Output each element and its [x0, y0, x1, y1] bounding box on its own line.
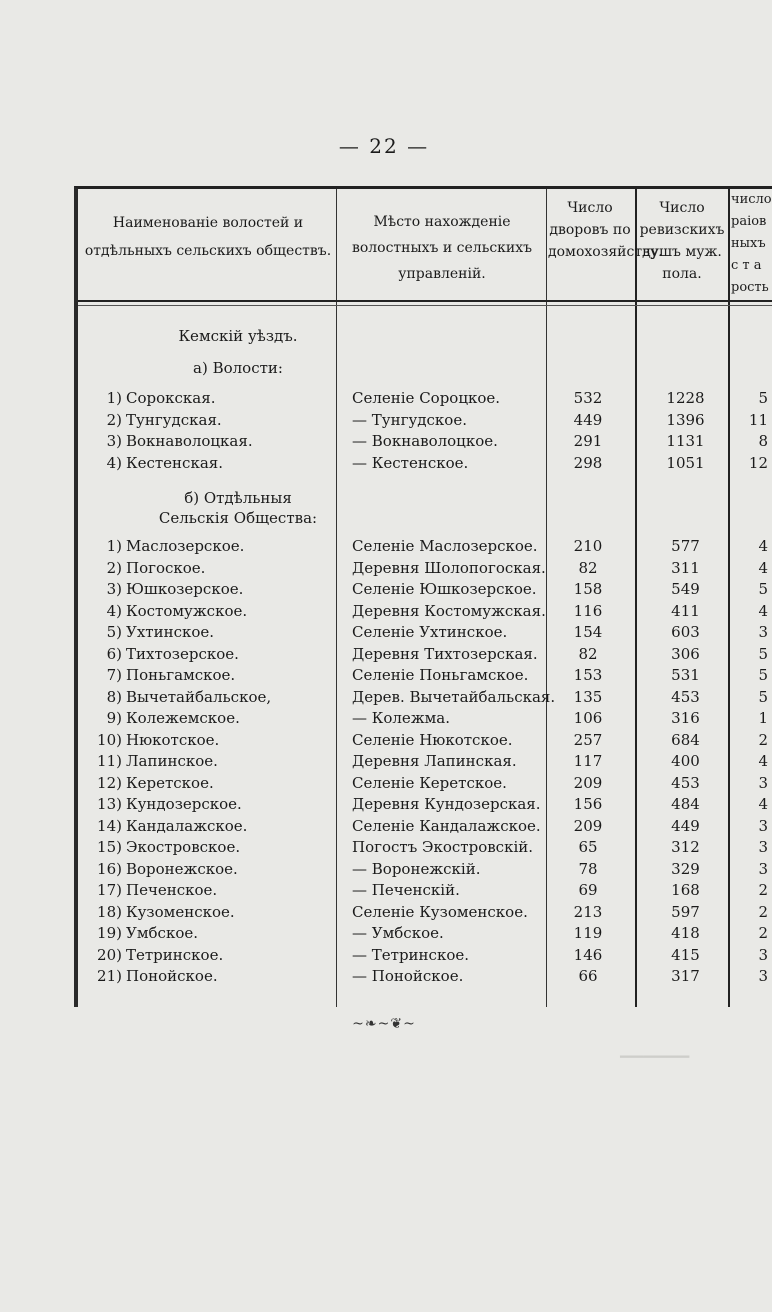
row-place: Селеніе Кандалажское.	[352, 816, 541, 835]
row-yards: 257	[573, 730, 603, 749]
row-extra: 3	[758, 838, 768, 856]
row-extra: 5	[758, 389, 768, 407]
row-yards: 532	[573, 389, 603, 407]
row-place: — Печенскій.	[352, 881, 460, 899]
row-place: Дерев. Вычетайбальская.	[352, 687, 556, 706]
row-number: 19)	[97, 924, 122, 942]
row-extra: 4	[758, 601, 768, 620]
row-name: Понойское.	[126, 967, 218, 985]
table-row	[78, 664, 772, 686]
row-number: 17)	[97, 881, 122, 899]
row-yards: 209	[573, 773, 603, 792]
row-yards: 146	[573, 945, 603, 964]
row-yards: 153	[573, 666, 603, 684]
row-extra: 12	[748, 453, 768, 472]
row-place: Деревня Тихтозерская.	[352, 644, 538, 663]
page-number: — 22 —	[338, 134, 430, 158]
row-souls: 577	[671, 537, 700, 555]
row-name: Колежемское.	[126, 709, 240, 727]
row-yards: 82	[578, 644, 598, 663]
row-name: Керетское.	[126, 773, 214, 792]
row-yards: 78	[578, 859, 598, 878]
row-place: Селеніе Керетское.	[352, 773, 507, 792]
row-number: 7)	[106, 666, 122, 684]
table-row	[78, 387, 772, 409]
row-souls: 603	[671, 623, 700, 641]
row-name: Тунгудская.	[126, 410, 222, 429]
header-place: Мѣсто нахожденіе волостныхъ и сельскихъ управленій.	[351, 214, 533, 282]
header-rule-thin	[78, 305, 772, 306]
row-extra: 8	[758, 432, 768, 450]
table-row	[78, 922, 772, 944]
row-place: Селеніе Сороцкое.	[352, 389, 501, 407]
row-extra: 5	[758, 666, 768, 684]
row-name: Воронежское.	[126, 859, 238, 878]
row-yards: 65	[578, 838, 598, 856]
table-row	[78, 750, 772, 772]
row-number: 10)	[97, 730, 122, 749]
row-yards: 210	[573, 537, 603, 555]
row-souls: 311	[671, 558, 700, 577]
row-extra: 4	[758, 558, 768, 577]
row-souls: 453	[671, 687, 700, 706]
row-name: Погоское.	[126, 558, 206, 577]
row-souls: 306	[671, 644, 700, 663]
row-place: — Колежма.	[352, 709, 450, 727]
row-place: Деревня Кундозерская.	[352, 795, 541, 813]
row-place: Деревня Костомужская.	[352, 601, 546, 620]
row-number: 12)	[97, 773, 122, 792]
row-place: Деревня Лапинская.	[352, 752, 517, 770]
row-extra: 3	[758, 859, 768, 878]
section-volosts: а) Волости:	[193, 359, 283, 377]
row-place: — Воронежскій.	[352, 859, 481, 878]
row-name: Сорокская.	[126, 389, 216, 407]
table-row	[78, 643, 772, 665]
row-extra: 5	[758, 687, 768, 706]
row-yards: 449	[573, 410, 603, 429]
ornament: ~❧~❦~	[352, 1016, 416, 1032]
row-place: Погостъ Экостровскій.	[352, 838, 534, 856]
row-souls: 549	[671, 580, 700, 598]
row-name: Вокнаволоцкая.	[126, 432, 253, 450]
row-extra: 3	[758, 967, 768, 985]
statistics-table	[74, 186, 772, 1007]
row-yards: 116	[573, 601, 603, 620]
row-place: — Кестенское.	[352, 453, 469, 472]
row-name: Костомужское.	[126, 601, 248, 620]
header-souls: Число ревизскихъ душъ муж. пола.	[639, 200, 725, 282]
row-yards: 117	[573, 752, 603, 770]
row-souls: 1396	[666, 410, 705, 429]
row-place: Деревня Шолопогоская.	[352, 558, 546, 577]
table-row	[78, 901, 772, 923]
row-name: Кестенская.	[126, 453, 224, 472]
row-name: Юшкозерское.	[126, 580, 244, 598]
row-yards: 69	[578, 881, 598, 899]
row-extra: 3	[758, 773, 768, 792]
table-row	[78, 535, 772, 557]
row-extra: 3	[758, 945, 768, 964]
row-souls: 684	[671, 730, 700, 749]
table-row	[78, 409, 772, 431]
row-souls: 415	[671, 945, 700, 964]
table-row	[78, 772, 772, 794]
row-souls: 411	[671, 601, 700, 620]
row-name: Печенское.	[126, 881, 218, 899]
row-souls: 531	[671, 666, 700, 684]
row-number: 3)	[106, 432, 122, 450]
row-souls: 317	[671, 967, 700, 985]
row-number: 5)	[106, 623, 122, 641]
row-number: 21)	[97, 967, 122, 985]
row-souls: 418	[671, 924, 700, 942]
header-rule	[78, 300, 772, 302]
row-place: Селеніе Кузоменское.	[352, 902, 528, 921]
row-name: Кузоменское.	[126, 902, 235, 921]
row-place: Селеніе Юшкозерское.	[352, 580, 537, 598]
section-societies-line1: б) Отдѣльныя	[184, 489, 292, 507]
row-name: Тихтозерское.	[126, 644, 239, 663]
row-yards: 298	[573, 453, 603, 472]
table-row	[78, 707, 772, 729]
table-row	[78, 686, 772, 708]
table-row	[78, 621, 772, 643]
row-extra: 2	[758, 881, 768, 899]
row-number: 11)	[97, 752, 122, 770]
row-extra: 4	[758, 537, 768, 555]
header-name: Наименованіе волостей и отдѣльныхъ сельскихъ обществъ.	[84, 215, 332, 259]
row-place: — Вокнаволоцкое.	[352, 432, 498, 450]
row-yards: 154	[573, 623, 603, 641]
row-yards: 209	[573, 816, 603, 835]
row-place: Селеніе Нюкотское.	[352, 730, 513, 749]
row-extra: 11	[748, 410, 768, 429]
table-row	[78, 578, 772, 600]
row-extra: 3	[758, 816, 768, 835]
row-place: — Понойское.	[352, 967, 464, 985]
row-name: Тетринское.	[126, 945, 224, 964]
row-souls: 484	[671, 795, 700, 813]
table-row	[78, 557, 772, 579]
table-row	[78, 965, 772, 987]
row-souls: 449	[671, 816, 700, 835]
row-number: 3)	[106, 580, 122, 598]
row-name: Поньгамское.	[126, 666, 236, 684]
row-souls: 168	[671, 881, 700, 899]
row-number: 6)	[106, 644, 122, 663]
table-row	[78, 879, 772, 901]
section-societies-line2: Сельскія Общества:	[158, 509, 318, 527]
table-row	[78, 600, 772, 622]
row-place: Селеніе Поньгамское.	[352, 666, 529, 684]
row-name: Умбское.	[126, 924, 198, 942]
row-extra: 2	[758, 924, 768, 942]
header-extra: число раіов ныхъ с т а рость	[731, 192, 772, 295]
bleed-through-shadow: ▁▁▁▁▁▁	[620, 1040, 690, 1058]
row-place: Селеніе Ухтинское.	[352, 623, 508, 641]
row-place: — Умбское.	[352, 924, 444, 942]
row-souls: 400	[671, 752, 700, 770]
row-number: 13)	[97, 795, 122, 813]
row-extra: 1	[758, 709, 768, 727]
row-number: 8)	[106, 687, 122, 706]
table-row	[78, 430, 772, 452]
row-souls: 597	[671, 902, 700, 921]
row-name: Ухтинское.	[126, 623, 215, 641]
row-name: Маслозерское.	[126, 537, 245, 555]
row-yards: 156	[573, 795, 603, 813]
row-number: 4)	[106, 601, 122, 620]
header-yards: Число дворовъ по домохозяйству.	[548, 200, 663, 260]
row-number: 20)	[97, 945, 122, 964]
table-row	[78, 729, 772, 751]
row-yards: 119	[573, 924, 603, 942]
district-title: Кемскій уѣздъ.	[178, 327, 298, 345]
row-extra: 2	[758, 730, 768, 749]
row-place: — Тетринское.	[352, 945, 469, 964]
row-number: 1)	[106, 389, 122, 407]
row-name: Вычетайбальское,	[126, 687, 272, 706]
row-extra: 3	[758, 623, 768, 641]
table-row	[78, 944, 772, 966]
row-yards: 82	[578, 558, 598, 577]
row-number: 9)	[106, 709, 122, 727]
row-number: 2)	[106, 558, 122, 577]
row-souls: 453	[671, 773, 700, 792]
row-name: Кундозерское.	[126, 795, 242, 813]
row-souls: 1051	[666, 453, 705, 472]
table-row	[78, 452, 772, 474]
row-yards: 158	[573, 580, 603, 598]
row-yards: 106	[573, 709, 603, 727]
row-souls: 312	[671, 838, 700, 856]
row-extra: 4	[758, 795, 768, 813]
row-number: 2)	[106, 410, 122, 429]
row-souls: 316	[671, 709, 700, 727]
row-place: Селеніе Маслозерское.	[352, 537, 538, 555]
row-extra: 5	[758, 644, 768, 663]
row-extra: 2	[758, 902, 768, 921]
row-number: 18)	[97, 902, 122, 921]
row-yards: 291	[573, 432, 603, 450]
table-row	[78, 836, 772, 858]
row-extra: 5	[758, 580, 768, 598]
row-extra: 4	[758, 752, 768, 770]
row-number: 16)	[97, 859, 122, 878]
row-yards: 66	[578, 967, 598, 985]
row-name: Лапинское.	[126, 752, 218, 770]
table-row	[78, 815, 772, 837]
row-place: — Тунгудское.	[352, 410, 467, 429]
row-number: 4)	[106, 453, 122, 472]
row-name: Нюкотское.	[126, 730, 220, 749]
row-souls: 1228	[666, 389, 705, 407]
table-row	[78, 858, 772, 880]
row-yards: 213	[573, 902, 603, 921]
table-row	[78, 793, 772, 815]
row-name: Экостровское.	[126, 838, 241, 856]
row-souls: 1131	[666, 432, 705, 450]
row-number: 14)	[97, 816, 122, 835]
row-name: Кандалажское.	[126, 816, 248, 835]
row-souls: 329	[671, 859, 700, 878]
row-number: 1)	[106, 537, 122, 555]
row-yards: 135	[573, 687, 603, 706]
row-number: 15)	[97, 838, 122, 856]
